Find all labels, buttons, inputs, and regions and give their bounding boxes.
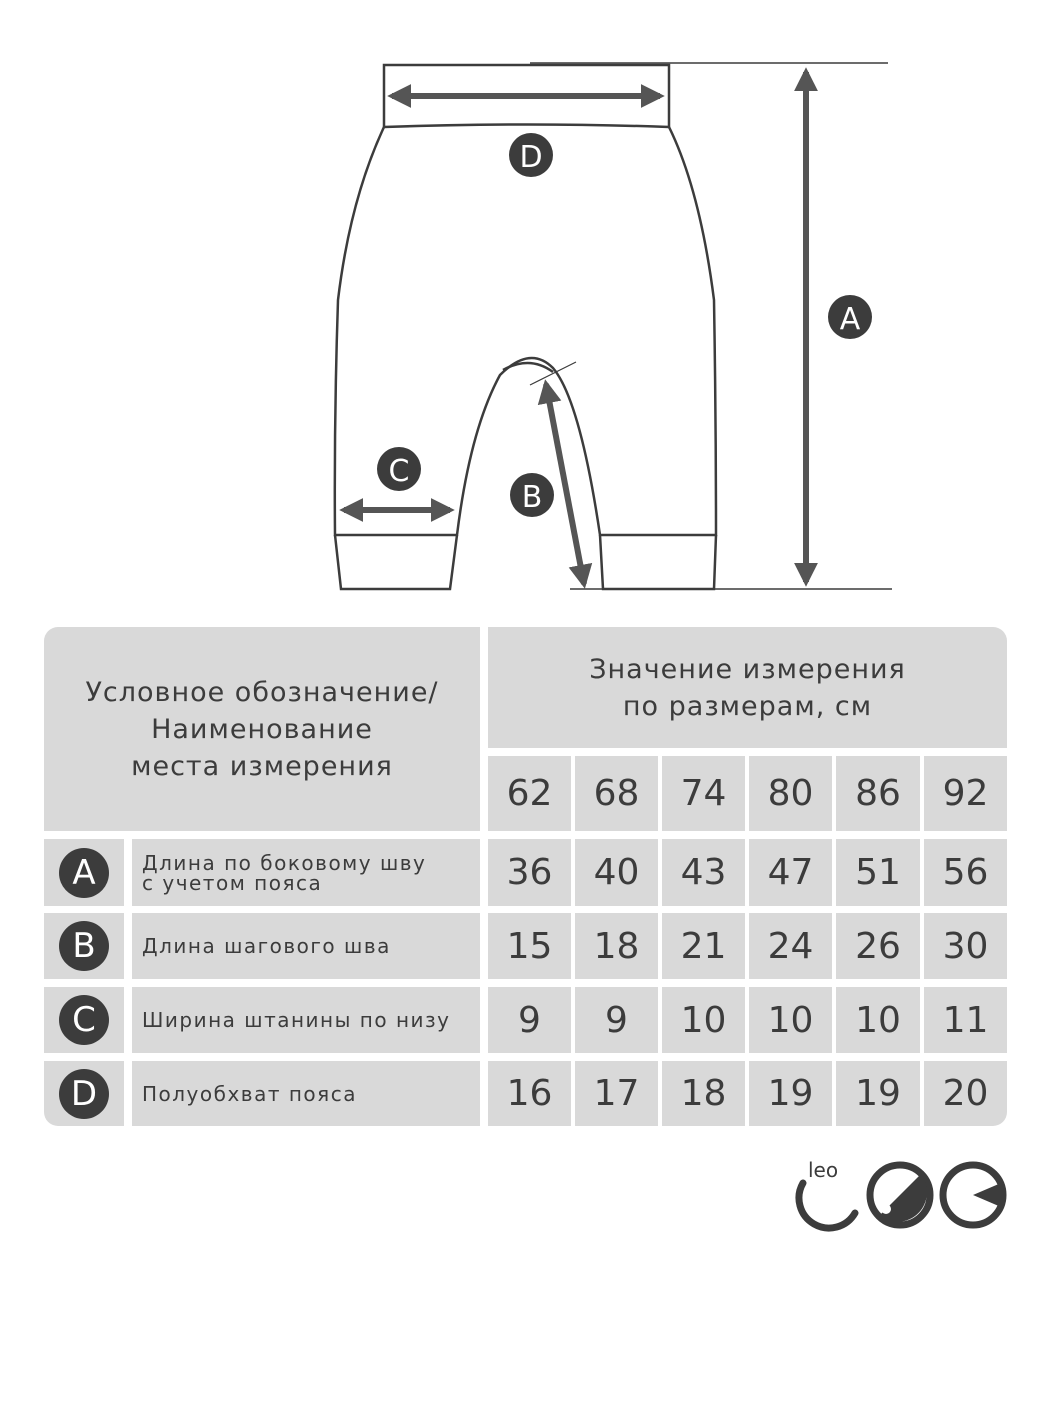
size-header: 86 [836,756,920,831]
row-b-name [132,913,480,979]
row-d-value: 18 [662,1061,745,1126]
row-c-value: 10 [662,987,745,1053]
row-d-value: 20 [924,1061,1007,1126]
header-right-line-1: Значение измерения [589,653,906,685]
brand-label: leo [808,1158,839,1182]
svg-text:B: B [521,480,543,515]
label-c [377,447,421,491]
size-header: 62 [488,756,571,831]
row-a-value: 51 [836,839,920,906]
row-a-value: 40 [575,839,658,906]
row-c-name [132,987,480,1053]
letter-a-icon: A [59,848,109,898]
row-b-value: 26 [836,913,920,979]
row-d-badge [44,1061,124,1126]
svg-text:D: D [519,140,543,175]
row-d-value: 19 [749,1061,832,1126]
row-a-value: 43 [662,839,745,906]
header-left-line-3: места измерения [131,750,393,782]
brand-logo-icon [795,1155,1015,1235]
svg-text:C: C [388,454,410,489]
row-d-value: 19 [836,1061,920,1126]
size-header: 92 [924,756,1007,831]
row-a-name-line-1: Длина по боковому шву [142,850,427,875]
header-measurement-name [44,627,480,831]
row-a-name-line-2: с учетом пояса [142,870,323,895]
row-b-name-line-1: Длина шагового шва [142,934,391,958]
letter-d-icon: D [59,1069,109,1119]
row-d-value: 17 [575,1061,658,1126]
row-a-value: 56 [924,839,1007,906]
row-b-value: 21 [662,913,745,979]
size-header: 68 [575,756,658,831]
pants-measurement-diagram [0,0,1049,620]
header-right-line-2: по размерам, см [622,690,873,722]
row-a-value: 47 [749,839,832,906]
header-measurement-values [488,627,1007,748]
row-a-name [132,839,480,906]
row-a-value: 36 [488,839,571,906]
letter-c-icon: C [59,995,109,1045]
svg-text:A: A [839,302,861,337]
row-c-name-line-1: Ширина штанины по низу [142,1008,451,1032]
row-c-value: 10 [749,987,832,1053]
arrow-b [546,384,584,584]
size-header: 80 [749,756,832,831]
crotch-tick-line [530,362,576,385]
header-left-line-1: Условное обозначение/ [85,676,439,708]
row-c-value: 11 [924,987,1007,1053]
row-b-value: 18 [575,913,658,979]
label-a [828,295,872,339]
row-b-value: 30 [924,913,1007,979]
row-c-value: 9 [488,987,571,1053]
size-header: 74 [662,756,745,831]
row-c-value: 9 [575,987,658,1053]
row-a-badge [44,839,124,906]
row-c-value: 10 [836,987,920,1053]
label-b [510,473,554,517]
row-b-badge [44,913,124,979]
header-left-line-2: Наименование [151,713,373,745]
row-d-name-line-1: Полуобхват пояса [142,1081,357,1106]
row-b-value: 15 [488,913,571,979]
row-b-value: 24 [749,913,832,979]
row-c-badge [44,987,124,1053]
label-d [509,133,553,177]
row-d-name [132,1061,480,1126]
letter-b-icon: B [59,921,109,971]
row-d-value: 16 [488,1061,571,1126]
